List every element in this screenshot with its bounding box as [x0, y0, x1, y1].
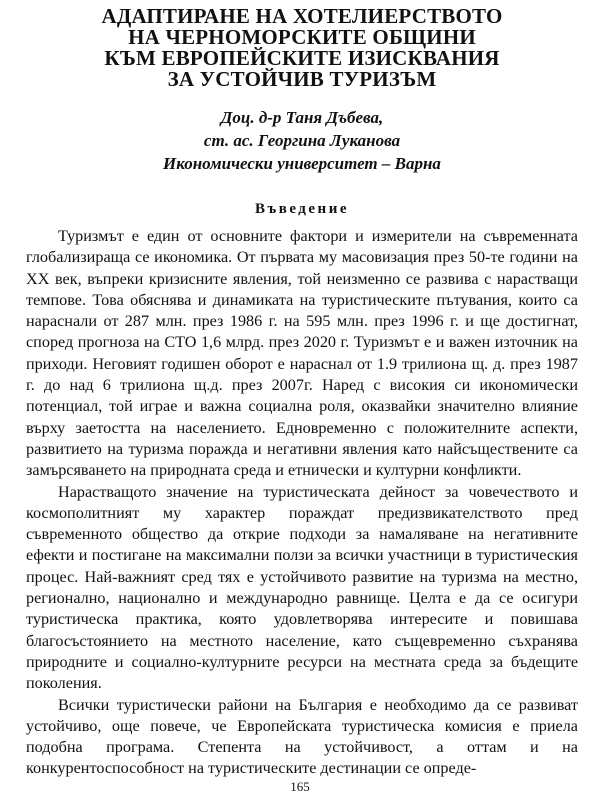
body-paragraph: Нарастващото значение на туристическата дейност за човечеството и космополитният му характер пораждат предизвикателството пред съвременното общество да открие подходи за намаляване на негативните ефекти и постигане на максимални ползи за всички участници в туристическия процес. Най-важният сред тях е устойчивото развитие на туризма на местно, регионално, национално и международно равнище. Целта е да се осигури туристическа практика, която удовлетворява интересите и повишава благосъстоянието на местното население, като същевременно съхранява природните и социално-културните ресурси на местната среда за бъдещите поколения. — [26, 482, 578, 693]
author-affiliation: Икономически университет – Варна — [163, 154, 441, 173]
title-line: АДАПТИРАНЕ НА ХОТЕЛИЕРСТВОТО — [101, 4, 503, 28]
body-paragraph: Туризмът е един от основните фактори и измерители на съвременната глобализираща се икономика. От първата му масовизация през 50-те години на ХХ век, въпреки кризисните явления, той неизменно се развива с нарастващи темпове. Това обяснява и динамиката на туристическите пътувания, които са нараснали от 287 млн. през 1986 г. на 595 млн. през 1996 г. и ще достигнат, според прогноза на СТО 1,6 млрд. през 2020 г. Туризмът е и важен източник на приходи. Неговият годишен оборот е нараснал от 1.9 трилиона щ. д. през 1987 г. до над 6 трилиона щ.д. през 2007г. Наред с високия си икономически потенциал, той играе и важна социална роля, оказвайки значително влияние върху заетостта на населението. Едновременно с положителните аспекти, развитието на туризма поражда и негативни явления като найсъществените са замърсяването на природната среда и етнически и културни конфликти. — [26, 227, 578, 480]
page-number: 165 — [290, 779, 310, 794]
title-line: НА ЧЕРНОМОРСКИТЕ ОБЩИНИ — [128, 25, 476, 49]
article-title — [26, 6, 578, 90]
author-block — [26, 106, 578, 175]
section-heading: Въведение — [255, 201, 349, 217]
title-line: ЗА УСТОЙЧИВ ТУРИЗЪМ — [167, 67, 437, 91]
body-paragraph: Всички туристически райони на България е необходимо да се развиват устойчиво, още повече, че Европейската туристическа комисия е приела подобна програма. Степента на устойчивост, а оттам и на конкурентоспособност на туристическите дестинации се опреде- — [26, 695, 578, 778]
author-name: ст. ас. Георгина Луканова — [203, 131, 401, 150]
title-line: КЪМ ЕВРОПЕЙСКИТЕ ИЗИСКВАНИЯ — [104, 46, 500, 70]
author-name: Доц. д-р Таня Дъбева, — [220, 108, 384, 127]
